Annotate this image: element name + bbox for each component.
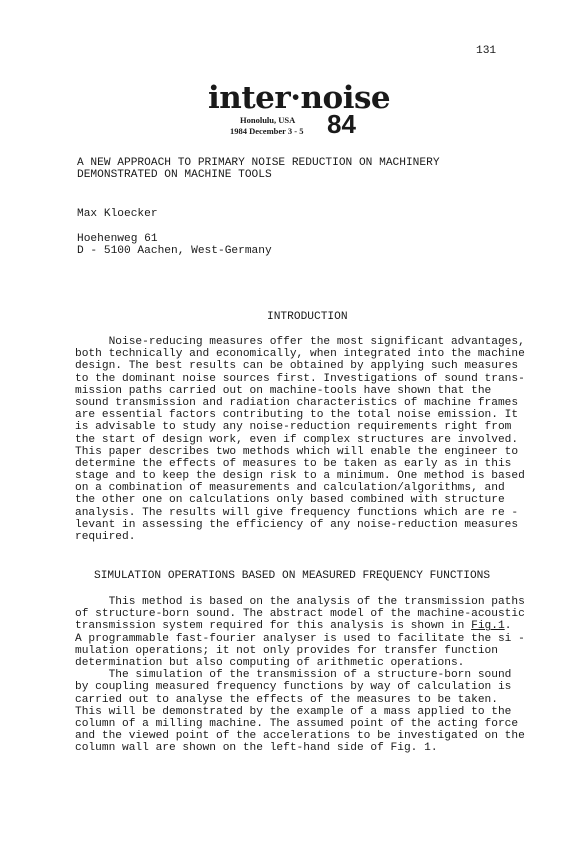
text-line: and the viewed point of the accelerations to be investigated on the: [75, 730, 525, 743]
author-name: Max Kloecker: [77, 208, 158, 220]
text-line: levant in assessing the efficiency of any noise-reduction measures: [75, 518, 519, 531]
text-line: carried out to analyse the effects of the measures to be taken.: [75, 693, 498, 706]
address-line: Hoehenweg 61: [77, 233, 158, 245]
text-line: This paper describes two methods which will enable the engineer to: [75, 445, 519, 458]
conference-location: Honolulu, USA: [240, 115, 296, 125]
text-fragment: transmission system required for this analysis is shown in: [75, 620, 472, 633]
conference-dates: 1984 December 3 - 5: [230, 126, 304, 136]
text-line: determination but also computing of arithmetic operations.: [75, 656, 465, 669]
text-line: stage and to keep the design risk to a minimum. One method is based: [75, 470, 525, 483]
text-line: Noise-reducing measures offer the most significant advantages,: [75, 336, 525, 348]
text-line: are essential factors contributing to the total noise emission. It: [75, 409, 519, 422]
text-line: by coupling measured frequency functions by way of calculation is: [75, 681, 512, 694]
text-fragment: .: [504, 620, 512, 633]
text-line: of structure-born sound. The abstract model of the machine-acoustic: [75, 608, 525, 621]
text-line-with-figure-reference: [75, 620, 525, 632]
title-line: DEMONSTRATED ON MACHINE TOOLS: [77, 169, 272, 182]
conference-year: 84: [327, 109, 356, 139]
text-line: on a combination of measurements and calculation/algorithms, and: [75, 482, 505, 495]
text-line: to the dominant noise sources first. Investigations of sound trans-: [75, 372, 525, 385]
text-line: is advisable to study any noise-reduction requirements right from: [75, 421, 512, 434]
simulation-body: [75, 596, 525, 754]
text-line: analysis. The results will give frequency functions which are re -: [75, 506, 519, 519]
section-heading-simulation: SIMULATION OPERATIONS BASED ON MEASURED FREQUENCY FUNCTIONS: [94, 570, 491, 582]
text-line: mission paths carried out on machine-tools have shown that the: [75, 384, 492, 397]
title-line: A NEW APPROACH TO PRIMARY NOISE REDUCTION ON MACHINERY: [77, 157, 440, 169]
figure-reference-link: Fig.1: [471, 620, 505, 633]
address-line: D - 5100 Aachen, West-Germany: [77, 245, 272, 258]
text-line: The simulation of the transmission of a structure-born sound: [75, 669, 512, 682]
author-address: [77, 233, 272, 257]
text-line: determine the effects of measures to be taken as early as in this: [75, 457, 512, 470]
text-line: the start of design work, even if complex structures are involved.: [75, 433, 519, 446]
text-line: design. The best results can be obtained by applying such measures: [75, 360, 519, 373]
text-line: mulation operations; it not only provides for transfer function: [75, 644, 498, 657]
introduction-body: [75, 336, 525, 543]
page-number: 131: [476, 45, 497, 57]
paper-title: [77, 157, 440, 181]
text-line: sound transmission and radiation characteristics of machine frames: [75, 396, 519, 409]
text-line: This will be demonstrated by the example of a mass applied to the: [75, 705, 512, 718]
text-line: both technically and economically, when integrated into the machine: [75, 348, 525, 361]
section-heading-introduction: INTRODUCTION: [267, 311, 348, 323]
text-line: This method is based on the analysis of the transmission paths: [75, 596, 525, 608]
conference-logo: inter·noise: [208, 80, 391, 116]
text-line: A programmable fast-fourier analyser is used to facilitate the si -: [75, 632, 525, 645]
text-line: column wall are shown on the left-hand side of Fig. 1.: [75, 742, 438, 755]
text-line: required.: [75, 531, 136, 543]
text-line: column of a milling machine. The assumed point of the acting force: [75, 717, 519, 730]
text-line: the other one on calculations only based combined with structure: [75, 494, 505, 507]
